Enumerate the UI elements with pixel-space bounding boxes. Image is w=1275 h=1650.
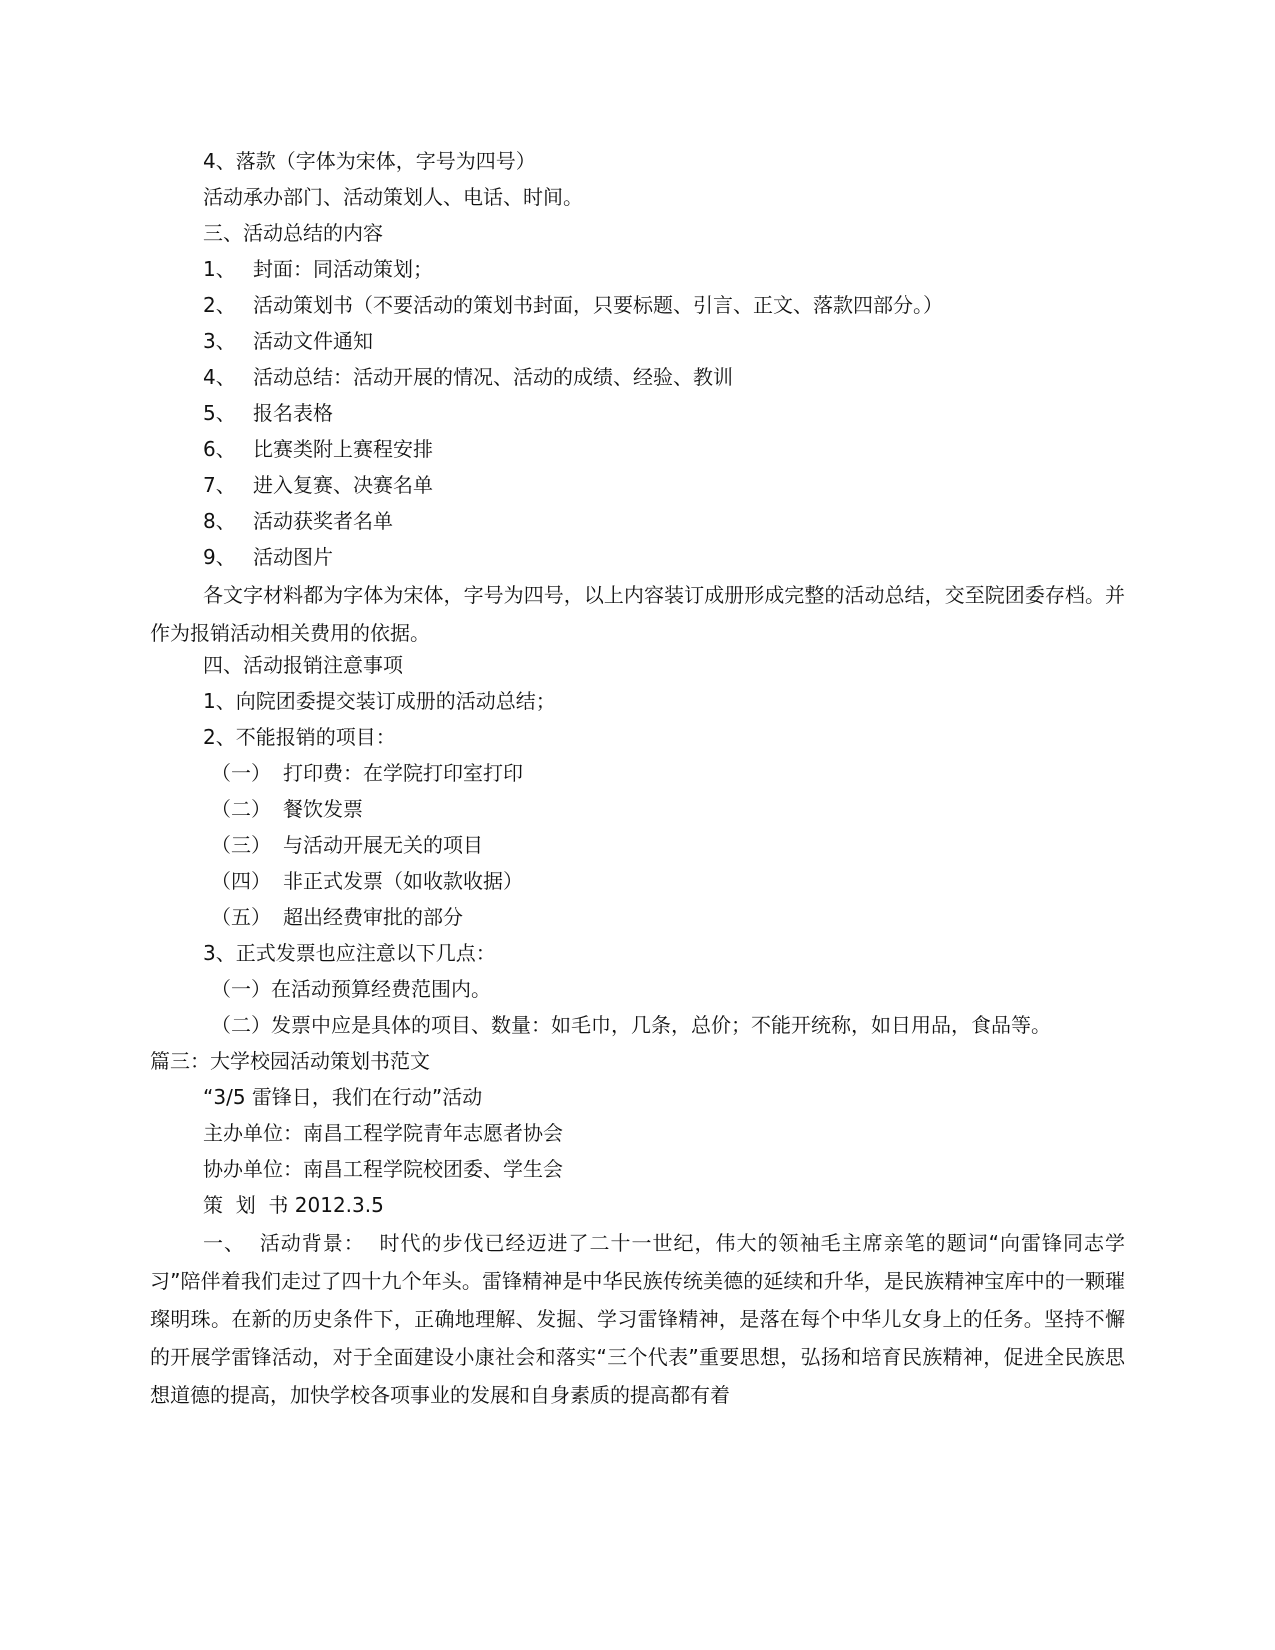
materials-paragraph: 各文字材料都为字体为宋体，字号为四号，以上内容装订成册形成完整的活动总结，交至院团委存档。并作为报销活动相关费用的依据。 [150,583,1125,645]
list-item [203,539,333,575]
list-item [211,827,483,863]
list-item [203,431,433,467]
list-item-number: （二） [211,797,271,821]
list-item-number: 9、 [203,545,236,569]
list-item-text: 餐饮发票 [283,797,363,821]
reimburse-point-3: 3、正式发票也应注意以下几点： [203,941,496,965]
plan-title-date: 策 划 书 2012.3.5 [203,1193,384,1217]
list-item [203,359,733,395]
reimburse-point-1: 1、向院团委提交装订成册的活动总结； [203,689,556,713]
list-item [211,755,523,791]
list-item [211,791,363,827]
list-item-text: 进入复赛、决赛名单 [253,473,433,497]
list-item-text: 打印费：在学院打印室打印 [283,761,523,785]
list-item [211,863,523,899]
list-item [203,323,373,359]
list-item-text: 报名表格 [253,401,333,425]
list-item-text: 比赛类附上赛程安排 [253,437,433,461]
list-item [203,251,433,287]
list-item-number: 5、 [203,401,236,425]
list-item-number: （四） [211,869,271,893]
reimburse-point-2: 2、不能报销的项目： [203,725,396,749]
list-item-text: 超出经费审批的部分 [283,905,463,929]
signature-line: 活动承办部门、活动策划人、电话、时间。 [203,185,583,209]
list-item-text: 活动图片 [253,545,333,569]
background-paragraph: 一、 活动背景： 时代的步伐已经迈进了二十一世纪，伟大的领袖毛主席亲笔的题词“向雷锋同志学习”陪伴着我们走过了四十九个年头。雷锋精神是中华民族传统美德的延续和升华，是民族精神宝库中的一颗璀璨明珠。在新的历史条件下，正确地理解、发掘、学习雷锋精神，是落在每个中华儿女身上的任务。坚持不懈的开展学雷锋活动，对于全面建设小康社会和落实“三个代表”重要思想，弘扬和培育民族精神，促进全民族思想道德的提高，加快学校各项事业的发展和自身素质的提高都有着 [150,1231,1125,1407]
cohost-unit: 协办单位：南昌工程学院校团委、学生会 [203,1157,563,1181]
invoice-note-1: （一）在活动预算经费范围内。 [211,977,491,1001]
list-item-number: （三） [211,833,271,857]
list-item-number: 1、 [203,257,236,281]
list-item [203,503,393,539]
list-item-text: 活动策划书（不要活动的策划书封面，只要标题、引言、正文、落款四部分。） [253,293,943,317]
list-item-number: 8、 [203,509,236,533]
list-item-text: 活动总结：活动开展的情况、活动的成绩、经验、教训 [253,365,733,389]
list-item-number: 7、 [203,473,236,497]
list-item-text: 活动文件通知 [253,329,373,353]
signature-heading: 4、落款（字体为宋体，字号为四号） [203,149,536,173]
list-item-number: 4、 [203,365,236,389]
list-item-text: 活动获奖者名单 [253,509,393,533]
list-item [211,899,463,935]
list-item [203,287,943,323]
list-item-number: 6、 [203,437,236,461]
list-item-number: （五） [211,905,271,929]
section-heading-summary: 三、活动总结的内容 [203,221,383,245]
list-item-number: 3、 [203,329,236,353]
invoice-note-2: （二）发票中应是具体的项目、数量：如毛巾，几条，总价；不能开统称，如日用品，食品等。 [211,1013,1051,1037]
list-item [203,467,433,503]
host-unit: 主办单位：南昌工程学院青年志愿者协会 [203,1121,563,1145]
list-item-number: （一） [211,761,271,785]
list-item-number: 2、 [203,293,236,317]
list-item-text: 封面：同活动策划； [253,257,433,281]
event-title: “3/5 雷锋日，我们在行动”活动 [203,1085,483,1109]
section-heading-reimburse: 四、活动报销注意事项 [203,653,403,677]
part-three-title: 篇三：大学校园活动策划书范文 [150,1049,430,1073]
list-item-text: 非正式发票（如收款收据） [283,869,523,893]
list-item [203,395,333,431]
list-item-text: 与活动开展无关的项目 [283,833,483,857]
